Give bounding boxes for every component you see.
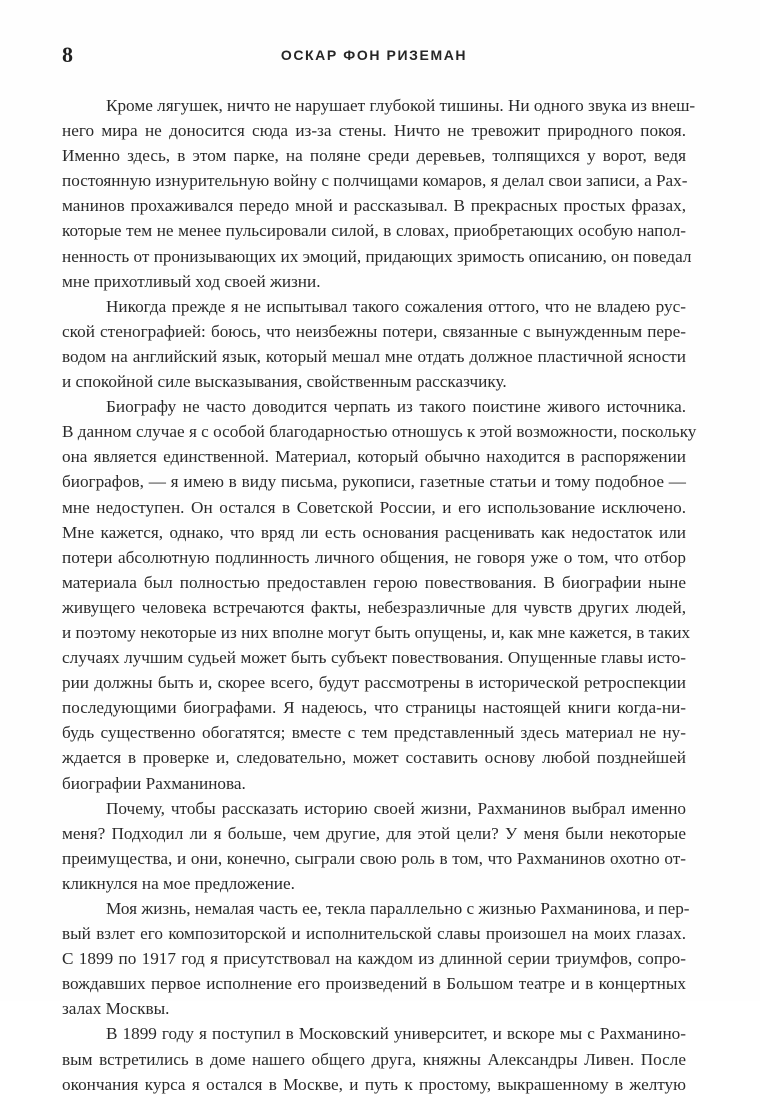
text-line: и поэтому некоторые из них вполне могут быть опущены, и, как мне кажется, в таких <box>62 622 691 642</box>
text-line: ненность от пронизывающих их эмоций, придающих зримость описанию, он поведал <box>62 246 692 266</box>
text-line: вым встретились в доме нашего общего друга, княжны Александры Ливен. После <box>62 1049 686 1069</box>
text-line: Мне кажется, однако, что вряд ли есть основания расценивать как недостаток или <box>62 522 686 542</box>
text-line: будь существенно обогатятся; вместе с тем представленный здесь материал не ну- <box>62 723 686 743</box>
text-line: последующими биографами. Я надеюсь, что страницы настоящей книги когда-ни- <box>62 698 686 718</box>
text-line: преимущества, и они, конечно, сыграли свою роль в том, что Рахманинов охотно от- <box>62 848 686 868</box>
text-line: материала был полностью предоставлен герою повествования. В биографии ныне <box>62 572 686 592</box>
text-line: биографов, — я имею в виду письма, рукописи, газетные статьи и тому подобное — <box>62 472 686 492</box>
text-line: случаях лучшим судьей может быть субъект повествования. Опущенные главы исто- <box>62 648 686 668</box>
text-line: Никогда прежде я не испытывал такого сожаления оттого, что не владею рус- <box>106 296 686 316</box>
paragraph <box>62 93 696 294</box>
body-text <box>62 93 697 1097</box>
page-number: 8 <box>62 42 73 67</box>
text-line: Именно здесь, в этом парке, на поляне среди деревьев, толпящихся у ворот, ведя <box>62 146 686 166</box>
text-line: Моя жизнь, немалая часть ее, текла параллельно с жизнью Рахманинова, и пер- <box>106 899 690 918</box>
text-line: окончания курса я остался в Москве, и путь к простому, выкрашенному в желтую <box>62 1074 686 1094</box>
text-line: ждается в проверке и, следовательно, может составить основу любой позднейшей <box>62 748 686 768</box>
text-line: потери абсолютную подлинность личного общения, не говоря уже о том, что отбор <box>62 547 686 567</box>
text-line: мне недоступен. Он остался в Советской России, и его использование исключено. <box>62 497 686 517</box>
text-line: живущего человека встречаются факты, небезразличные для чувств других людей, <box>62 597 686 617</box>
text-line: биографии Рахманинова. <box>62 773 246 793</box>
running-head-author: ОСКАР ФОН РИЗЕМАН <box>280 47 468 63</box>
text-line: вождавших первое исполнение его произведений в Большом театре и в концертных <box>62 974 686 994</box>
running-head <box>62 42 686 72</box>
text-line: С 1899 по 1917 год я присутствовал на каждом из длинной серии триумфов, сопро- <box>62 949 686 969</box>
text-line: мне прихотливый ход своей жизни. <box>62 271 321 291</box>
text-line: она является единственной. Материал, который обычно находится в распоряжении <box>62 447 686 467</box>
text-line: В данном случае я с особой благодарностью отношусь к этой возможности, поскольку <box>62 422 697 442</box>
text-line: Кроме лягушек, ничто не нарушает глубокой тишины. Ни одного звука из внеш- <box>106 96 696 115</box>
text-line: ской стенографией: боюсь, что неизбежны потери, связанные с вынужденным пере- <box>62 321 686 341</box>
text-line: В 1899 году я поступил в Московский университет, и вскоре мы с Рахманино- <box>106 1024 686 1044</box>
text-line: Почему, чтобы рассказать историю своей жизни, Рахманинов выбрал именно <box>106 798 686 818</box>
text-line: меня? Подходил ли я больше, чем другие, для этой цели? У меня были некоторые <box>62 823 686 843</box>
text-line: вый взлет его композиторской и исполнительской славы произошел на моих глазах. <box>62 924 686 944</box>
paragraph <box>62 896 690 1021</box>
text-line: манинов прохаживался передо мной и рассказывал. В прекрасных простых фразах, <box>62 196 686 216</box>
paragraph <box>62 1021 686 1096</box>
text-line: него мира не доносится сюда из-за стены. Ничто не тревожит природного покоя. <box>62 121 686 141</box>
text-line: рии должны быть и, скорее всего, будут рассмотрены в исторической ретроспекции <box>62 673 686 693</box>
text-line: постоянную изнурительную войну с полчищами комаров, я делал свои записи, а Рах- <box>62 171 688 191</box>
text-line: Биографу не часто доводится черпать из такого поистине живого источника. <box>106 397 686 417</box>
text-line: которые тем не менее пульсировали силой, в словах, приобретающих особую напол- <box>62 221 686 241</box>
text-line: и спокойной силе высказывания, свойственным рассказчику. <box>62 372 507 392</box>
text-line: залах Москвы. <box>62 999 170 1019</box>
paragraph <box>62 796 686 896</box>
paragraph <box>62 294 686 394</box>
text-line: кликнулся на мое предложение. <box>62 873 295 893</box>
paragraph <box>62 394 697 796</box>
text-line: водом на английский язык, который мешал мне отдать должное пластичной ясности <box>62 346 686 366</box>
